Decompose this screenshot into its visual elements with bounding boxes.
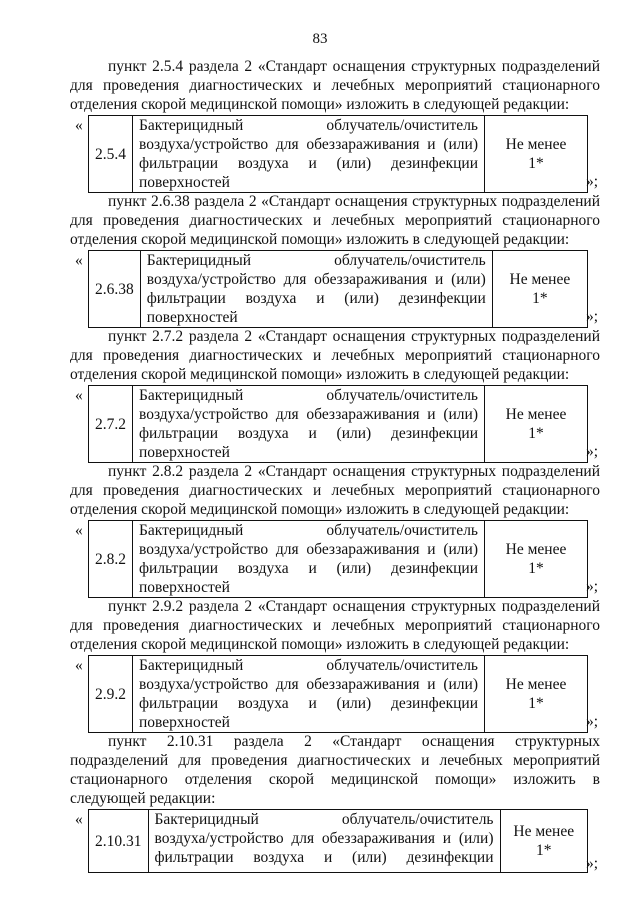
item-code: 2.5.4 xyxy=(89,116,133,193)
item-name-line: фильтрации воздуха и (или) дезинфекции xyxy=(139,425,478,442)
item-name-line: воздуха/устройство для обеззараживания и (или) xyxy=(139,136,478,153)
quantity-line: 1* xyxy=(528,695,544,712)
table-excerpt xyxy=(70,520,600,597)
equipment-table xyxy=(88,250,588,328)
amendment-section xyxy=(70,327,600,462)
equipment-table xyxy=(88,655,588,733)
item-name-line: воздуха/устройство для обеззараживания и (или) xyxy=(146,271,486,288)
item-quantity xyxy=(485,656,588,733)
item-code: 2.9.2 xyxy=(89,656,133,733)
closing-quote: »; xyxy=(585,173,598,190)
equipment-table xyxy=(88,115,588,193)
amendment-paragraph: пункт 2.10.31 раздела 2 «Стандарт оснащения структурных подразделений для проведения диагностических и лечебных мероприятий стационарного отделения скорой медицинской помощи» изложить в следующей редакции: xyxy=(70,733,600,807)
item-code: 2.8.2 xyxy=(89,521,133,598)
equipment-table xyxy=(88,385,588,463)
item-name-line: фильтрации воздуха и (или) дезинфекции xyxy=(154,849,494,866)
opening-quote: « xyxy=(75,252,83,269)
item-name-line: Бактерицидный облучатель/очиститель xyxy=(139,522,478,539)
document-body xyxy=(70,57,600,874)
item-name xyxy=(148,810,500,873)
equipment-table xyxy=(88,809,588,873)
amendment-section xyxy=(70,597,600,732)
item-name xyxy=(133,386,485,463)
item-name-line: поверхностей xyxy=(139,444,230,461)
item-name-line: поверхностей xyxy=(146,309,238,326)
table-excerpt xyxy=(70,250,600,327)
table-row xyxy=(89,521,588,598)
item-name-line: поверхностей xyxy=(139,579,230,596)
item-name-line: воздуха/устройство для обеззараживания и (или) xyxy=(139,406,478,423)
table-row xyxy=(89,251,588,328)
item-name-line: фильтрации воздуха и (или) дезинфекции xyxy=(139,695,478,712)
page-number: 83 xyxy=(312,31,328,47)
table-row xyxy=(89,116,588,193)
table-excerpt xyxy=(70,655,600,732)
item-quantity xyxy=(485,386,588,463)
table-row xyxy=(89,656,588,733)
item-name-line: фильтрации воздуха и (или) дезинфекции xyxy=(139,560,478,577)
closing-quote: »; xyxy=(585,713,598,730)
opening-quote: « xyxy=(75,522,83,539)
item-name-line: поверхностей xyxy=(139,714,230,731)
item-code: 2.7.2 xyxy=(89,386,133,463)
item-quantity xyxy=(485,116,588,193)
opening-quote: « xyxy=(75,117,83,134)
item-name-line: Бактерицидный облучатель/очиститель xyxy=(154,811,494,828)
opening-quote: « xyxy=(75,387,83,404)
quantity-line: Не менее xyxy=(513,823,575,840)
opening-quote: « xyxy=(75,811,83,828)
table-excerpt xyxy=(70,809,600,874)
item-name-line: воздуха/устройство для обеззараживания и (или) xyxy=(139,676,478,693)
table-excerpt xyxy=(70,385,600,462)
table-row xyxy=(89,810,588,873)
item-name-line: воздуха/устройство для обеззараживания и (или) xyxy=(139,541,478,558)
amendment-paragraph: пункт 2.6.38 раздела 2 «Стандарт оснащения структурных подразделений для проведения диагностических и лечебных мероприятий стационарного отделения скорой медицинской помощи» изложить в следующей редакции: xyxy=(70,193,600,248)
quantity-line: 1* xyxy=(536,842,552,859)
item-quantity xyxy=(492,251,587,328)
quantity-line: 1* xyxy=(528,155,544,172)
item-name-line: воздуха/устройство для обеззараживания и (или) xyxy=(154,830,494,847)
item-name-line: фильтрации воздуха и (или) дезинфекции xyxy=(146,290,486,307)
item-name-line: Бактерицидный облучатель/очиститель xyxy=(139,387,478,404)
quantity-line: Не менее xyxy=(505,541,567,558)
quantity-line: 1* xyxy=(528,425,544,442)
item-name xyxy=(133,116,485,193)
item-name-line: Бактерицидный облучатель/очиститель xyxy=(139,657,478,674)
closing-quote: »; xyxy=(585,855,598,872)
table-excerpt xyxy=(70,115,600,192)
opening-quote: « xyxy=(75,657,83,674)
amendment-section xyxy=(70,57,600,192)
item-name-line: фильтрации воздуха и (или) дезинфекции xyxy=(139,155,478,172)
quantity-line: 1* xyxy=(532,290,548,307)
quantity-line: Не менее xyxy=(505,676,567,693)
amendment-paragraph: пункт 2.8.2 раздела 2 «Стандарт оснащения структурных подразделений для проведения диагностических и лечебных мероприятий стационарного отделения скорой медицинской помощи» изложить в следующей редакции: xyxy=(70,463,600,518)
amendment-paragraph: пункт 2.5.4 раздела 2 «Стандарт оснащения структурных подразделений для проведения диагностических и лечебных мероприятий стационарного отделения скорой медицинской помощи» изложить в следующей редакции: xyxy=(70,58,600,113)
item-name-line: Бактерицидный облучатель/очиститель xyxy=(139,117,478,134)
closing-quote: »; xyxy=(585,443,598,460)
amendment-section xyxy=(70,462,600,597)
table-row xyxy=(89,386,588,463)
quantity-line: 1* xyxy=(528,560,544,577)
amendment-paragraph: пункт 2.7.2 раздела 2 «Стандарт оснащения структурных подразделений для проведения диагностических и лечебных мероприятий стационарного отделения скорой медицинской помощи» изложить в следующей редакции: xyxy=(70,328,600,383)
quantity-line: Не менее xyxy=(505,406,567,423)
item-quantity xyxy=(500,810,588,873)
closing-quote: »; xyxy=(585,578,598,595)
amendment-section xyxy=(70,192,600,327)
item-name xyxy=(133,521,485,598)
item-name-line: поверхностей xyxy=(139,174,230,191)
item-code: 2.10.31 xyxy=(89,810,149,873)
quantity-line: Не менее xyxy=(509,271,571,288)
closing-quote: »; xyxy=(585,308,598,325)
item-name-line: Бактерицидный облучатель/очиститель xyxy=(146,252,486,269)
amendment-paragraph: пункт 2.9.2 раздела 2 «Стандарт оснащения структурных подразделений для проведения диагностических и лечебных мероприятий стационарного отделения скорой медицинской помощи» изложить в следующей редакции: xyxy=(70,598,600,653)
item-name xyxy=(140,251,492,328)
quantity-line: Не менее xyxy=(505,136,567,153)
item-quantity xyxy=(485,521,588,598)
equipment-table xyxy=(88,520,588,598)
item-code: 2.6.38 xyxy=(89,251,141,328)
item-name xyxy=(133,656,485,733)
amendment-section xyxy=(70,732,600,874)
